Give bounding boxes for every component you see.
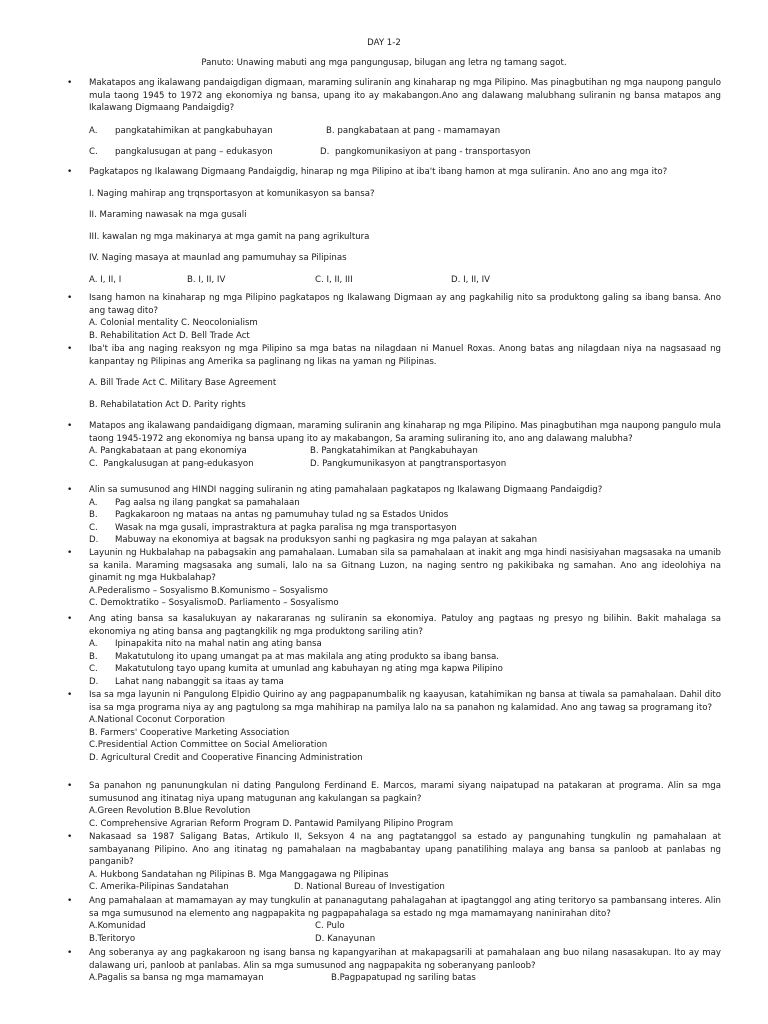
choice-line: A. Colonial mentality C. Neocolonialism — [89, 318, 258, 328]
choice-line: C. Demoktratiko – SosyalismoD. Parliamento – Sosyalismo — [89, 598, 339, 608]
choice-line: A.National Coconut Corporation — [89, 715, 226, 725]
choice-text: Pangkabataan at pang ekonomiya — [100, 446, 247, 456]
choice-line: B. Rehabilatation Act D. Parity rights — [89, 399, 246, 410]
choice-letter: A. — [89, 973, 98, 983]
choice-text: Pangkatahimikan at Pangkabuhayan — [321, 446, 478, 456]
bullet: • — [67, 781, 73, 791]
bullet: • — [67, 78, 73, 88]
instructions: Panuto: Unawing mabuti ang mga pangungusap, bilugan ang letra ng tamang sagot. — [201, 58, 567, 68]
choice-letter: A. — [89, 639, 98, 649]
choice-text: Makatutulong ito upang umangat pa at mas makilala ang ating produkto sa ibang bansa. — [115, 651, 500, 662]
choice-letter: D. — [320, 147, 330, 157]
question-5 — [67, 420, 721, 470]
choice-letter: B. — [89, 651, 98, 662]
bullet: • — [67, 690, 73, 700]
choice-letter: D. — [451, 274, 461, 285]
question-8 — [67, 613, 721, 688]
choice-text: I, II, I — [100, 274, 122, 285]
choice-text: Ipinapakita nito na mahal natin ang ating bansa — [115, 639, 322, 649]
question-stem: Makatapos ang ikalawang pandaigdigan digmaan, maraming suliranin ang kinaharap ng mga Pilipino. Mas pinagbutihan ng mga naupong pangulo mula taong 1945 to 1972 ang ekonomiya ng bansa, upang ito ay makabangon.Ano ang dalawang malubhang suliranin ng bansa matapos ang Ikalawang Digmaang Pandaigdig? — [89, 78, 721, 113]
question-7 — [67, 547, 721, 610]
question-stem: Ang ating bansa sa kasalukuyan ay nakararanas ng suliranin sa ekonomiya. Patuloy ang pagtaas ng presyo ng bilihin. Bakit mahalaga sa ekonomiya ng ating bansa ang pagtangkilik ng mga produktong sariling atin? — [89, 614, 721, 637]
choice-letter: D. — [89, 535, 99, 545]
choice-text: Pagpapatupad ng sariling batas — [339, 973, 476, 983]
roman-item: III. kawalan ng mga makinarya at mga gamit na pang agrikultura — [89, 231, 370, 242]
question-stem: Isang hamon na kinaharap ng mga Pilipino pagkatapos ng Ikalawang Digmaan ay ang pagkahilig nito sa produktong galing sa ibang bansa. Ano ang tawag dito? — [89, 293, 721, 316]
question-12 — [67, 895, 721, 945]
choice-line: A. Bill Trade Act C. Military Base Agreement — [89, 378, 277, 388]
question-stem: Ang pamahalaan at mamamayan ay may tungkulin at pananagutang pahalagahan at ipagtanggol ang ating teritoryo sa pambansang interes. Alin sa mga sumusunod na elemento ang nagpapakita ng pagpapahalaga sa estado ng mga mamamayang naninirahan dito? — [89, 896, 721, 919]
bullet: • — [67, 548, 73, 558]
bullet: • — [67, 832, 73, 842]
choice-letter: C. — [89, 147, 98, 157]
choice-letter: A. — [89, 497, 98, 508]
question-stem: Layunin ng Hukbalahap na pabagsakin ang pamahalaan. Lumaban sila sa pamahalaan at inakit ang mga hindi nasisiyahan magsasaka na umanib sa kanila. Maraming magsasaka ang sumali, lalo na sa Gitnang Luzon, na naging sentro ng pakikibaka ng samahan. Ano ang ideolohiya na ginamit ng mga Hukbalahap? — [89, 548, 721, 583]
choice-text: pangkomunikasiyon at pang - transportasyon — [335, 147, 531, 157]
bullet: • — [67, 167, 73, 177]
bullet: • — [67, 344, 73, 354]
choice-text: Pulo — [326, 921, 345, 931]
choice-text: Mabuway na ekonomiya at bagsak na produksyon sanhi ng pagkasira ng mga palayan at sakahan — [115, 535, 538, 545]
choice-text: I, II, III — [326, 274, 353, 285]
choice-letter: C. — [89, 664, 98, 674]
bullet: • — [67, 614, 73, 624]
question-4 — [67, 343, 721, 411]
choice-letter: D. — [89, 676, 99, 687]
question-3 — [67, 292, 721, 342]
choice-letter: B. — [89, 933, 98, 944]
choice-letter: B. — [326, 125, 335, 136]
choice-line: B. Farmers' Cooperative Marketing Association — [89, 727, 290, 738]
question-6 — [67, 484, 721, 547]
choice-text: Kanayunan — [327, 933, 376, 944]
choice-line: A. Hukbong Sandatahan ng Pilipinas B. Mga Manggagawa ng Pilipinas — [89, 869, 389, 880]
choice-letter: A. — [89, 446, 98, 456]
choice-line: A.Pederalismo – Sosyalismo B.Komunismo – Sosyalismo — [89, 585, 328, 596]
choice-letter: A. — [89, 274, 98, 285]
choice-text: pangkatahimikan at pangkabuhayan — [115, 125, 273, 136]
choice-line: C.Presidential Action Committee on Social Amelioration — [89, 740, 328, 750]
question-9 — [67, 689, 721, 764]
choice-text: Pangkumunikasyon at pangtransportasyon — [322, 458, 507, 469]
choice-letter: A. — [89, 125, 98, 136]
choice-letter: C. — [89, 458, 98, 469]
bullet: • — [67, 485, 73, 495]
choice-text: Lahat nang nabanggit sa itaas ay tama — [115, 676, 284, 687]
question-stem: Ang soberanya ay ang pagkakaroon ng isang bansa ng kapangyarihan at makapagsarili at pamahalaan ang buo nilang nasasakupan. Ito ay may dalawang uri, panloob at panlabas. Alin sa mga sumusunod ang nagpapakita ng soberanyang panloob? — [89, 948, 721, 971]
choice-line: D. National Bureau of Investigation — [294, 882, 445, 892]
bullet: • — [67, 293, 73, 303]
choice-text: Wasak na mga gusali, imprastraktura at pagka paralisa ng mga transportasyon — [115, 522, 457, 533]
question-stem: Nakasaad sa 1987 Saligang Batas, Artikulo II, Seksyon 4 na ang pagtatanggol sa estado ay pangunahing tungkulin ng pamahalaan at sambayanang Pilipino. Ano ang itinatag ng pamahalaan na magbabantay upang panatilihing malaya ang bansa sa panloob at panlabas ng panganib? — [89, 832, 721, 867]
question-stem: Pagkatapos ng Ikalawang Digmaang Pandaigdig, hinarap ng mga Pilipino at iba't ibang hamon at mga suliranin. Ano ano ang mga ito? — [89, 167, 668, 177]
page-title: DAY 1-2 — [367, 38, 401, 48]
question-stem: Iba't iba ang naging reaksyon ng mga Pilipino sa mga batas na nilagdaan ni Manuel Roxas. Anong batas ang nilagdaan niya na nagsasaad ng kanpantay ng Pilipinas ang Amerika sa paglinang ng likas na yaman ng Pilipinas. — [89, 344, 721, 367]
choice-letter: D. — [315, 933, 325, 944]
choice-letter: C. — [315, 274, 324, 285]
question-stem: Alin sa sumusunod ang HINDI nagging suliranin ng ating pamahalaan pagkatapos ng Ikalawang Digmaang Pandaigdig? — [89, 485, 603, 495]
choice-text: Pagalis sa bansa ng mga mamamayan — [97, 973, 264, 983]
bullet: • — [67, 948, 73, 958]
question-11 — [67, 831, 721, 894]
choice-letter: B. — [310, 446, 319, 456]
choice-text: Teritoryo — [97, 933, 136, 944]
bullet: • — [67, 421, 73, 431]
choice-text: Makatutulong tayo upang kumita at umunlad ang kabuhayan ng ating mga kapwa Pilipino — [115, 664, 503, 674]
question-stem: Matapos ang ikalawang pandaidigang digmaan, maraming suliranin ang kinaharap ng mga Pilipino. Mas pinagbutihan mga naupong pangulo mula taong 1945-1972 ang ekonomiya ng bansa upang ito ay makabangon, Sa araming suliraning ito, ano ang dalawang malubha? — [89, 421, 721, 444]
choice-text: pangkabataan at pang - mamamayan — [337, 125, 501, 136]
choice-letter: D. — [310, 458, 320, 469]
question-10 — [67, 780, 721, 830]
roman-item: II. Maraming nawasak na mga gusali — [89, 210, 247, 220]
choice-text: Pag aalsa ng ilang pangkat sa pamahalaan — [115, 497, 300, 508]
roman-item: IV. Naging masaya at maunlad ang pamumuhay sa Pilipinas — [89, 253, 347, 263]
question-1 — [67, 77, 721, 159]
choice-line: C. Comprehensive Agrarian Reform Program D. Pantawid Pamilyang Pilipino Program — [89, 818, 454, 829]
choice-line: D. Agricultural Credit and Cooperative Financing Administration — [89, 752, 363, 763]
choice-line: A.Green Revolution B.Blue Revolution — [89, 806, 251, 816]
choice-text: I, II, IV — [198, 274, 226, 285]
choice-letter: C. — [89, 522, 98, 533]
choice-text: pangkalusugan at pang – edukasyon — [115, 147, 273, 157]
choice-letter: C. — [315, 921, 324, 931]
choice-text: Pagkakaroon ng mataas na antas ng pamumuhay tulad ng sa Estados Unidos — [115, 510, 449, 520]
choice-line: B. Rehabilitation Act D. Bell Trade Act — [89, 330, 250, 341]
choice-line: C. Amerika-Pilipinas Sandatahan — [89, 882, 229, 892]
choice-text: Komunidad — [97, 921, 146, 931]
choice-letter: B. — [187, 274, 196, 285]
question-stem: Sa panahon ng panunungkulan ni dating Pangulong Ferdinand E. Marcos, marami siyang naipatupad na patakaran at programa. Alin sa mga sumusunod ang itinatag niya upang matugunan ang kakulangan sa pagkain? — [89, 781, 721, 804]
bullet: • — [67, 896, 73, 906]
choice-letter: A. — [89, 921, 98, 931]
choice-text: I, II, IV — [463, 274, 491, 285]
question-stem: Isa sa mga layunin ni Pangulong Elpidio Quirino ay ang pagpapanumbalik ng kaayusan, katahimikan ng bansa at tiwala sa pamahalaan. Dahil dito isa sa mga programa niya ay ang pagtulong sa mga mahihirap na pamilya lalo na sa panahon ng kalamidad. Ano ang tawag sa programang ito? — [89, 690, 721, 713]
choice-letter: B. — [89, 510, 98, 520]
choice-letter: B. — [331, 973, 340, 983]
roman-item: I. Naging mahirap ang trqnsportasyon at komunikasyon sa bansa? — [89, 188, 375, 199]
question-2 — [67, 166, 721, 286]
choice-text: Pangkalusugan at pang-edukasyon — [103, 458, 254, 469]
question-13 — [67, 947, 721, 985]
